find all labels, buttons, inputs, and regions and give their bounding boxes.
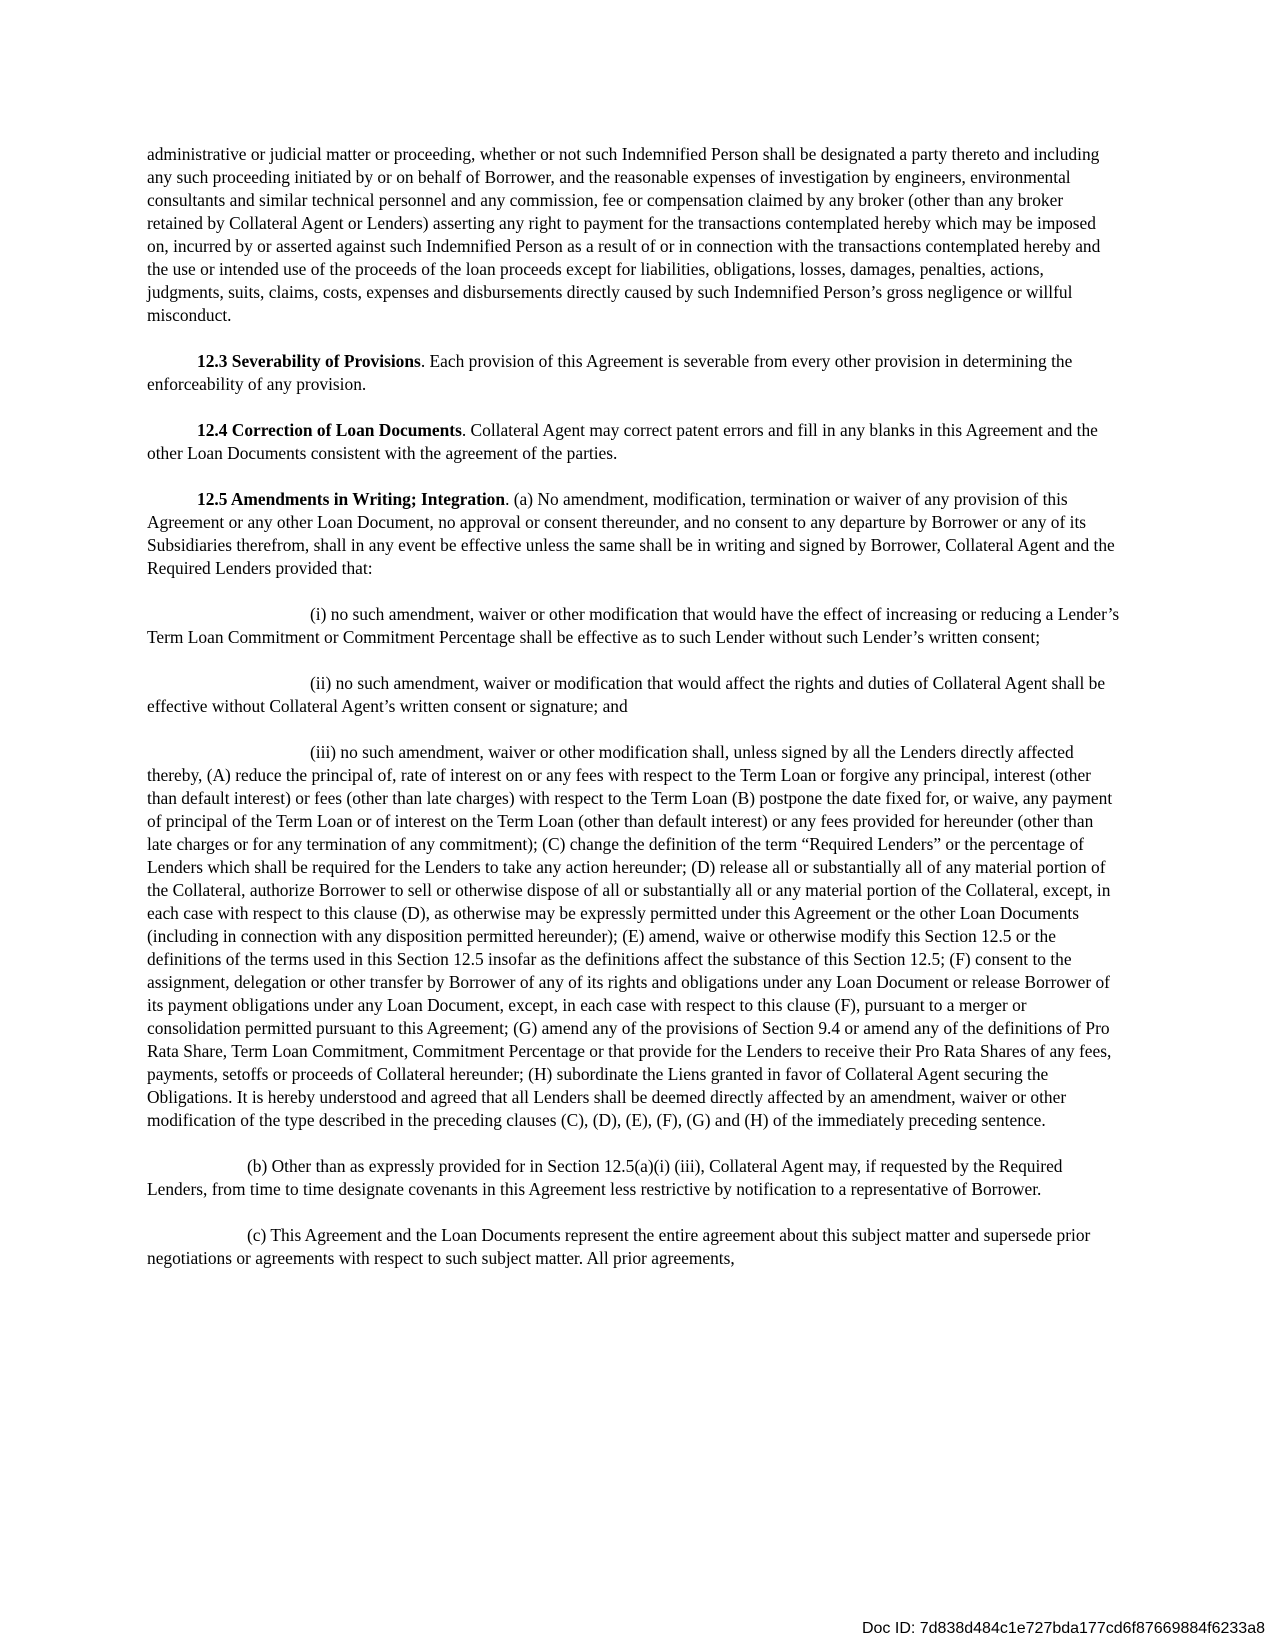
paragraph-indemnification-continued: administrative or judicial matter or proceeding, whether or not such Indemnified Person shall be designated a party thereto and including any such proceeding initiated by or on behalf of Borrower, and the reasonable expenses of investigation by engineers, environmental consultants and similar technical personnel and any commission, fee or compensation claimed by any broker (other than any broker retained by Collateral Agent or Lenders) asserting any right to payment for the transactions contemplated hereby which may be imposed on, incurred by or asserted against such Indemnified Person as a result of or in connection with the transactions contemplated hereby and the use or intended use of the proceeds of the loan proceeds except for liabilities, obligations, losses, damages, penalties, actions, judgments, suits, claims, costs, expenses and disbursements directly caused by such Indemnified Person’s gross negligence or willful misconduct.: [147, 144, 1101, 325]
clause-c: (c) This Agreement and the Loan Documents represent the entire agreement about this subject matter and supersede prior negotiations or agreements with respect to such subject matter. All prior agreements,: [147, 1225, 1091, 1268]
clause-i: (i) no such amendment, waiver or other modification that would have the effect of increasing or reducing a Lender’s Term Loan Commitment or Commitment Percentage shall be effective as to such Lender without such Lender’s written consent;: [147, 604, 1120, 647]
clause-iii: (iii) no such amendment, waiver or other modification shall, unless signed by all the Lenders directly affected thereby, (A) reduce the principal of, rate of interest on or any fees with respect to the Term Loan or forgive any principal, interest (other than default interest) or fees (other than late charges) with respect to the Term Loan (B) postpone the date fixed for, or waive, any payment of principal of the Term Loan or of interest on the Term Loan (other than default interest) or any fees provided for hereunder (other than late charges or for any termination of any commitment); (C) change the definition of the term “Required Lenders” or the percentage of Lenders which shall be required for the Lenders to take any action hereunder; (D) release all or substantially all of any material portion of the Collateral, authorize Borrower to sell or otherwise dispose of all or substantially all or any material portion of the Collateral, except, in each case with respect to this clause (D), as otherwise may be expressly permitted under this Agreement or the other Loan Documents (including in connection with any disposition permitted hereunder); (E) amend, waive or otherwise modify this Section 12.5 or the definitions of the terms used in this Section 12.5 insofar as the definitions affect the substance of this Section 12.5; (F) consent to the assignment, delegation or other transfer by Borrower of any of its rights and obligations under any Loan Document or release Borrower of its payment obligations under any Loan Document, except, in each case with respect to this clause (F), pursuant to a merger or consolidation permitted pursuant to this Agreement; (G) amend any of the provisions of Section 9.4 or amend any of the definitions of Pro Rata Share, Term Loan Commitment, Commitment Percentage or that provide for the Lenders to receive their Pro Rata Shares of any fees, payments, setoffs or proceeds of Collateral hereunder; (H) subordinate the Liens granted in favor of Collateral Agent securing the Obligations. It is hereby understood and agreed that all Lenders shall be deemed directly affected by an amendment, waiver or other modification of the type described in the preceding clauses (C), (D), (E), (F), (G) and (H) of the immediately preceding sentence.: [147, 742, 1113, 1130]
section-12-3-body: . Each provision of this Agreement is severable from every other provision in determining the enforceability of any provision.: [147, 351, 1073, 394]
section-12-5-heading: 12.5 Amendments in Writing; Integration: [197, 489, 506, 509]
section-12-4-heading: 12.4 Correction of Loan Documents: [197, 420, 462, 440]
clause-b: (b) Other than as expressly provided for in Section 12.5(a)(i) (iii), Collateral Agent may, if requested by the Required Lenders, from time to time designate covenants in this Agreement less restrictive by notification to a representative of Borrower.: [147, 1156, 1063, 1199]
section-12-4-body: . Collateral Agent may correct patent errors and fill in any blanks in this Agreement and the other Loan Documents consistent with the agreement of the parties.: [147, 420, 1098, 463]
section-12-5: [147, 488, 1122, 580]
doc-id-footer: Doc ID: 7d838d484c1e727bda177cd6f87669884f6233a8: [861, 1620, 1265, 1637]
section-12-5-body: . (a) No amendment, modification, termination or waiver of any provision of this Agreement or any other Loan Document, no approval or consent thereunder, and no consent to any departure by Borrower or any of its Subsidiaries therefrom, shall in any event be effective unless the same shall be in writing and signed by Borrower, Collateral Agent and the Required Lenders provided that:: [147, 489, 1115, 578]
section-12-4: [147, 419, 1122, 465]
document-page: [147, 143, 1122, 1293]
section-12-3-heading: 12.3 Severability of Provisions: [197, 351, 421, 371]
section-12-3: [147, 350, 1122, 396]
clause-ii: (ii) no such amendment, waiver or modification that would affect the rights and duties of Collateral Agent shall be effective without Collateral Agent’s written consent or signature; and: [147, 673, 1106, 716]
